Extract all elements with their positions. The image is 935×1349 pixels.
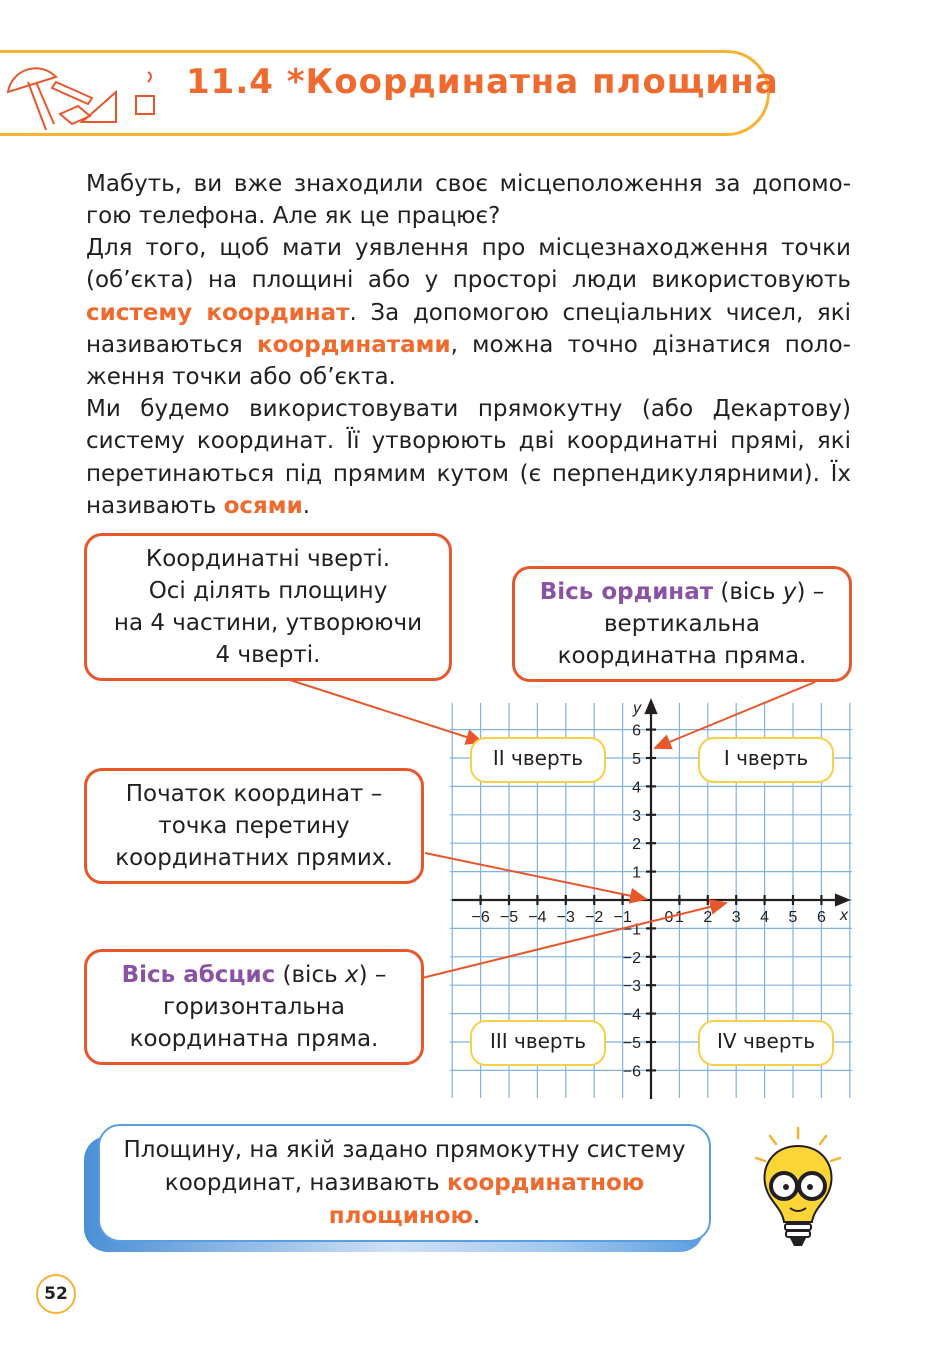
callout-ordinate: Вісь ординат (вісь y) – вертикальна координатна пряма. [512,566,852,682]
quadrant-1-label: I чверть [698,737,834,783]
callout-quarters: Координатні чверті. Осі ділять площину на 4 частини, утворюючи 4 чверті. [84,533,452,681]
quadrant-3-label: III чверть [470,1020,606,1066]
y-tick-label: −5 [622,1035,641,1052]
page-title: 11.4 *Координатна площина [186,62,779,102]
x-tick-label: 6 [816,909,826,926]
x-tick-label: −1 [613,909,632,926]
x-tick-label: −5 [499,909,519,926]
callout-abscissa: Вісь абсцис (вісь x) – горизонтальна координатна пряма. [84,949,424,1065]
y-tick-label: −6 [622,1063,641,1081]
x-tick-label: 2 [703,909,713,926]
origin-label: 0 [664,909,674,926]
y-tick-label: 4 [632,779,641,797]
y-tick-label: 6 [632,722,641,740]
page-number: 52 [36,1274,76,1314]
y-tick-label: 3 [632,807,641,825]
x-tick-label: 1 [674,909,684,926]
x-tick-label: −2 [585,909,604,926]
intro-paragraph-2: Для того, щоб мати уявлення про місцезнаходження точки (об’єкта) на площині або у просторі люди використовують систему координат. За допомогою спеціальних чисел, які називаються координатами, можна точно дізнатися поло- ження точки або об’єкта. [86,235,851,391]
y-tick-label: 2 [632,836,641,854]
term-axes: осями [223,492,303,519]
callout-origin: Початок координат – точка перетину координатних прямих. [84,768,424,884]
y-axis-label: y [633,700,641,717]
y-tick-label: −4 [622,1006,641,1024]
x-tick-label: 3 [731,909,741,926]
y-tick-label: 1 [632,864,641,882]
x-tick-label: −3 [556,909,575,926]
x-tick-label: 5 [788,909,798,926]
x-tick-label: 4 [760,909,770,926]
definition-box: Площину, на якій задано прямокутну систему координат, називають координатною площиною. [98,1124,711,1242]
y-tick-label: 5 [632,751,641,768]
intro-paragraph-3: Ми будемо використовувати прямокутну (або Декартову) систему координат. Її утворюють дві координатні прямі, які перетинаються під прямим кутом (є перпендикулярними). Їх називають осями. [86,396,851,519]
y-tick-label: −1 [622,921,641,939]
term-coordinate-system: систему координат [86,299,350,326]
term-coordinates: координатами [257,331,451,358]
lightbulb-icon [748,1124,848,1254]
quadrant-2-label: II чверть [470,737,606,783]
intro-paragraph-1: Мабуть, ви вже знаходили своє місцеположення за допомо- гою телефона. Але як це працює? [86,171,851,230]
y-tick-label: −2 [622,949,641,967]
x-tick-label: −4 [528,909,547,926]
y-tick-label: −3 [622,978,641,996]
x-tick-label: −6 [471,909,490,926]
quadrant-4-label: IV чверть [698,1020,834,1066]
x-axis-label: x [840,907,848,924]
